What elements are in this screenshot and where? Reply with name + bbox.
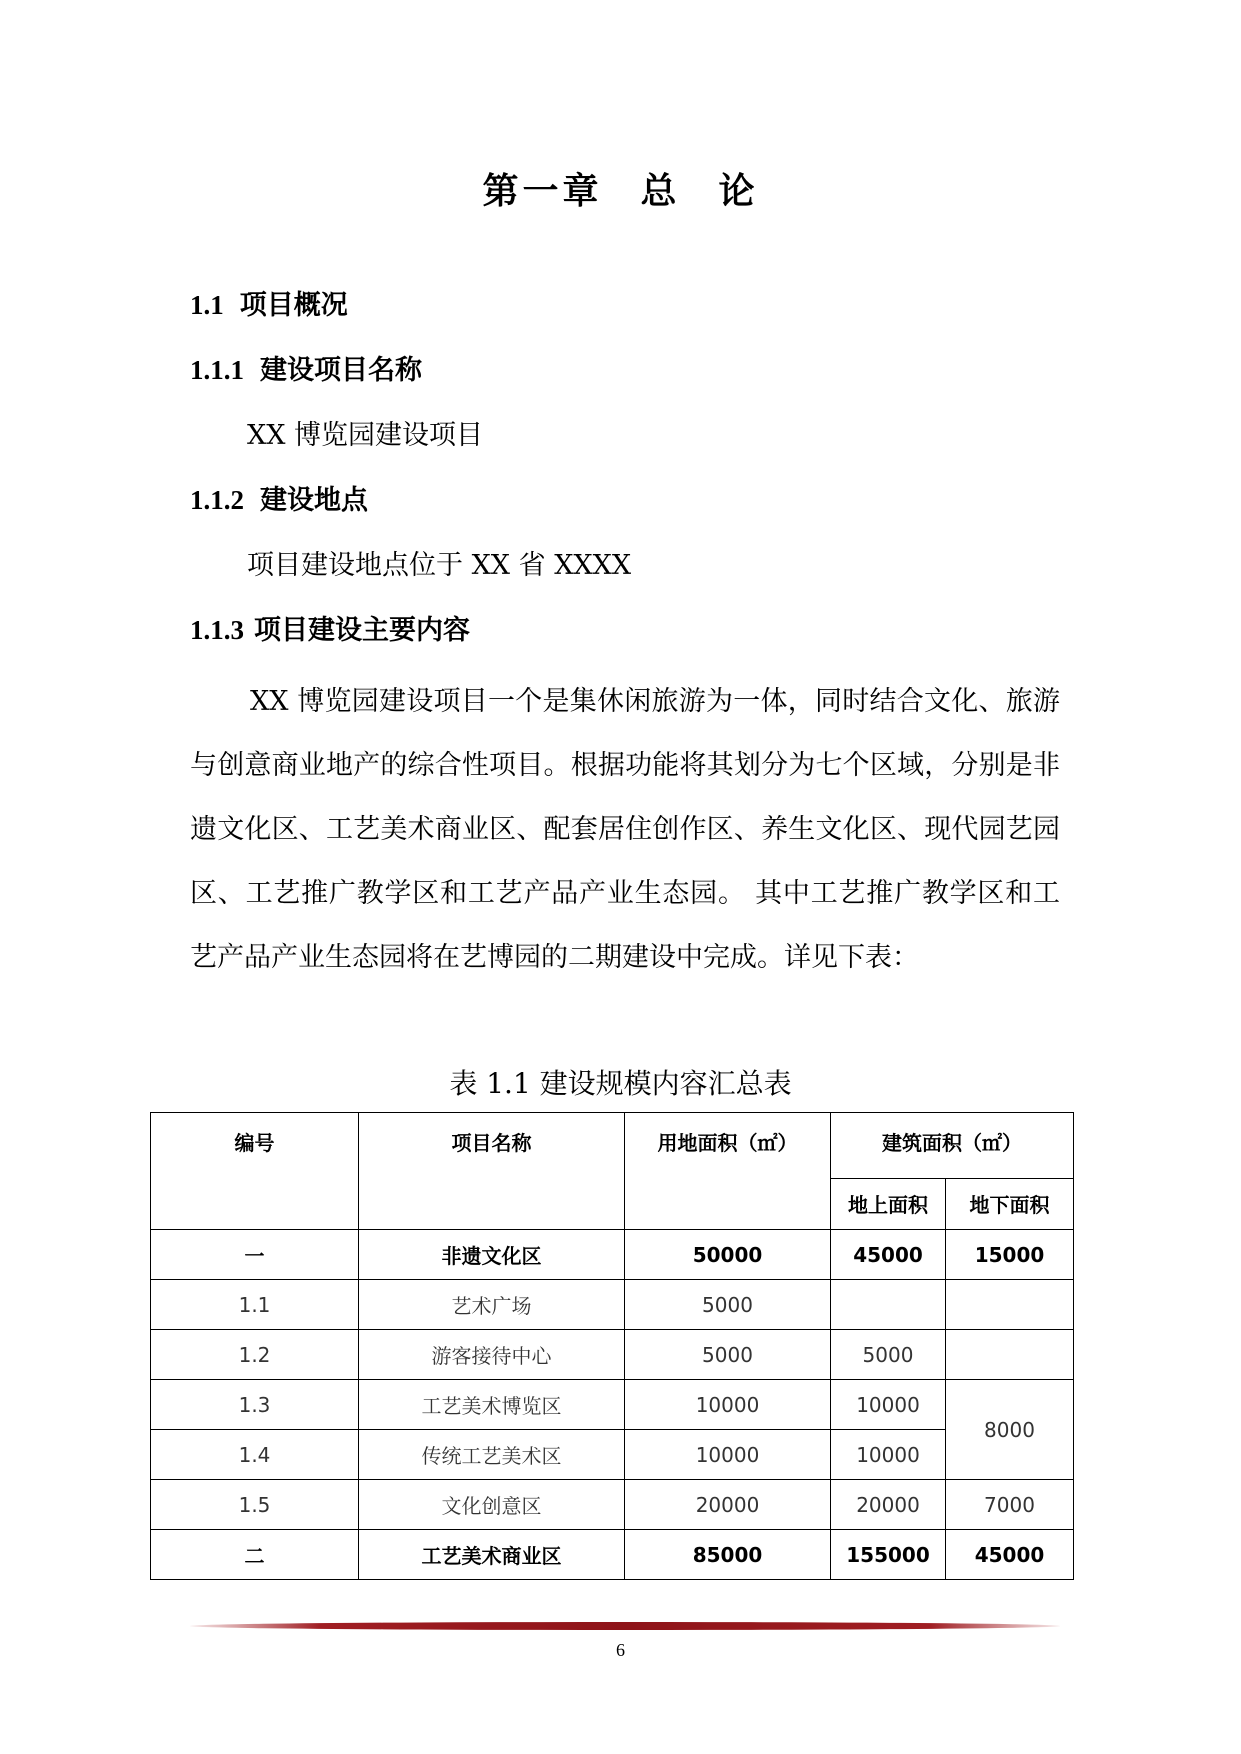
section-title: 项目概况 [239, 290, 348, 321]
cell-land: 5000 [625, 1330, 831, 1380]
section-number: 1.1.3 [190, 615, 244, 645]
cell-land: 85000 [625, 1530, 831, 1580]
table-row [151, 1380, 1074, 1430]
cell-below: 7000 [946, 1480, 1074, 1530]
cell-below: 15000 [946, 1230, 1074, 1280]
header-project-name: 项目名称 [359, 1113, 625, 1230]
table-row [151, 1330, 1074, 1380]
construction-scale-table [150, 1112, 1074, 1580]
cell-below [946, 1280, 1074, 1330]
section-number: 1.1 [190, 290, 224, 320]
cell-name: 非遗文化区 [359, 1230, 625, 1280]
cell-below: 45000 [946, 1530, 1074, 1580]
cell-below [946, 1330, 1074, 1380]
cell-land: 10000 [625, 1380, 831, 1430]
project-name-text: XX 博览园建设项目 [247, 420, 484, 451]
footer-divider [190, 1622, 1060, 1630]
cell-above [831, 1280, 946, 1330]
cell-above: 155000 [831, 1530, 946, 1580]
cell-above: 20000 [831, 1480, 946, 1530]
cell-name: 艺术广场 [359, 1280, 625, 1330]
table-row [151, 1230, 1074, 1280]
section-heading-1-1-2 [190, 478, 368, 517]
cell-name: 游客接待中心 [359, 1330, 625, 1380]
cell-number: 1.4 [151, 1430, 359, 1480]
table-row [151, 1280, 1074, 1330]
header-land-area: 用地面积（㎡） [625, 1113, 831, 1230]
section-heading-1-1 [190, 283, 348, 322]
cell-land: 50000 [625, 1230, 831, 1280]
chapter-title [0, 163, 1241, 214]
section-number: 1.1.2 [190, 485, 244, 515]
chapter-title-mid: 总 [640, 171, 681, 212]
project-location-text: 项目建设地点位于 XX 省 XXXX [247, 550, 632, 581]
table-caption: 表 1.1 建设规模内容汇总表 [449, 1067, 792, 1100]
cell-land: 10000 [625, 1430, 831, 1480]
cell-number: 一 [151, 1230, 359, 1280]
section-heading-1-1-1 [190, 348, 422, 387]
chapter-title-right: 论 [718, 171, 759, 212]
cell-number: 二 [151, 1530, 359, 1580]
cell-name: 传统工艺美术区 [359, 1430, 625, 1480]
header-above-ground: 地上面积 [831, 1178, 946, 1229]
cell-land: 20000 [625, 1480, 831, 1530]
cell-above: 10000 [831, 1430, 946, 1480]
header-below-ground: 地下面积 [946, 1178, 1074, 1229]
cell-number: 1.2 [151, 1330, 359, 1380]
cell-above: 45000 [831, 1230, 946, 1280]
cell-number: 1.5 [151, 1480, 359, 1530]
cell-name: 工艺美术博览区 [359, 1380, 625, 1430]
cell-number: 1.1 [151, 1280, 359, 1330]
section-number: 1.1.1 [190, 355, 244, 385]
chapter-title-left: 第一章 [482, 171, 603, 212]
cell-number: 1.3 [151, 1380, 359, 1430]
cell-land: 5000 [625, 1280, 831, 1330]
section-title: 建设地点 [260, 485, 368, 516]
cell-name: 文化创意区 [359, 1480, 625, 1530]
table-row [151, 1530, 1074, 1580]
section-title: 项目建设主要内容 [254, 615, 470, 646]
cell-above: 10000 [831, 1380, 946, 1430]
cell-above: 5000 [831, 1330, 946, 1380]
cell-below-merged: 8000 [946, 1380, 1074, 1480]
main-content-paragraph: XX 博览园建设项目一个是集休闲旅游为一体，同时结合文化、旅游与创意商业地产的综合性项目。根据功能将其划分为七个区域，分别是非遗文化区、工艺美术商业区、配套居住创作区、养生文化区、现代园艺园区、工艺推广教学区和工艺产品产业生态园。 其中工艺推广教学区和工艺产品产业生态园将在艺博园的二期建设中完成。详见下表： [190, 686, 1060, 973]
table-row [151, 1430, 1074, 1480]
cell-name: 工艺美术商业区 [359, 1530, 625, 1580]
section-heading-1-1-3 [190, 608, 470, 647]
table-row [151, 1480, 1074, 1530]
page-number: 6 [616, 1640, 625, 1660]
header-number: 编号 [151, 1113, 359, 1230]
header-building-area: 建筑面积（㎡） [831, 1113, 1074, 1179]
section-title: 建设项目名称 [260, 355, 422, 386]
